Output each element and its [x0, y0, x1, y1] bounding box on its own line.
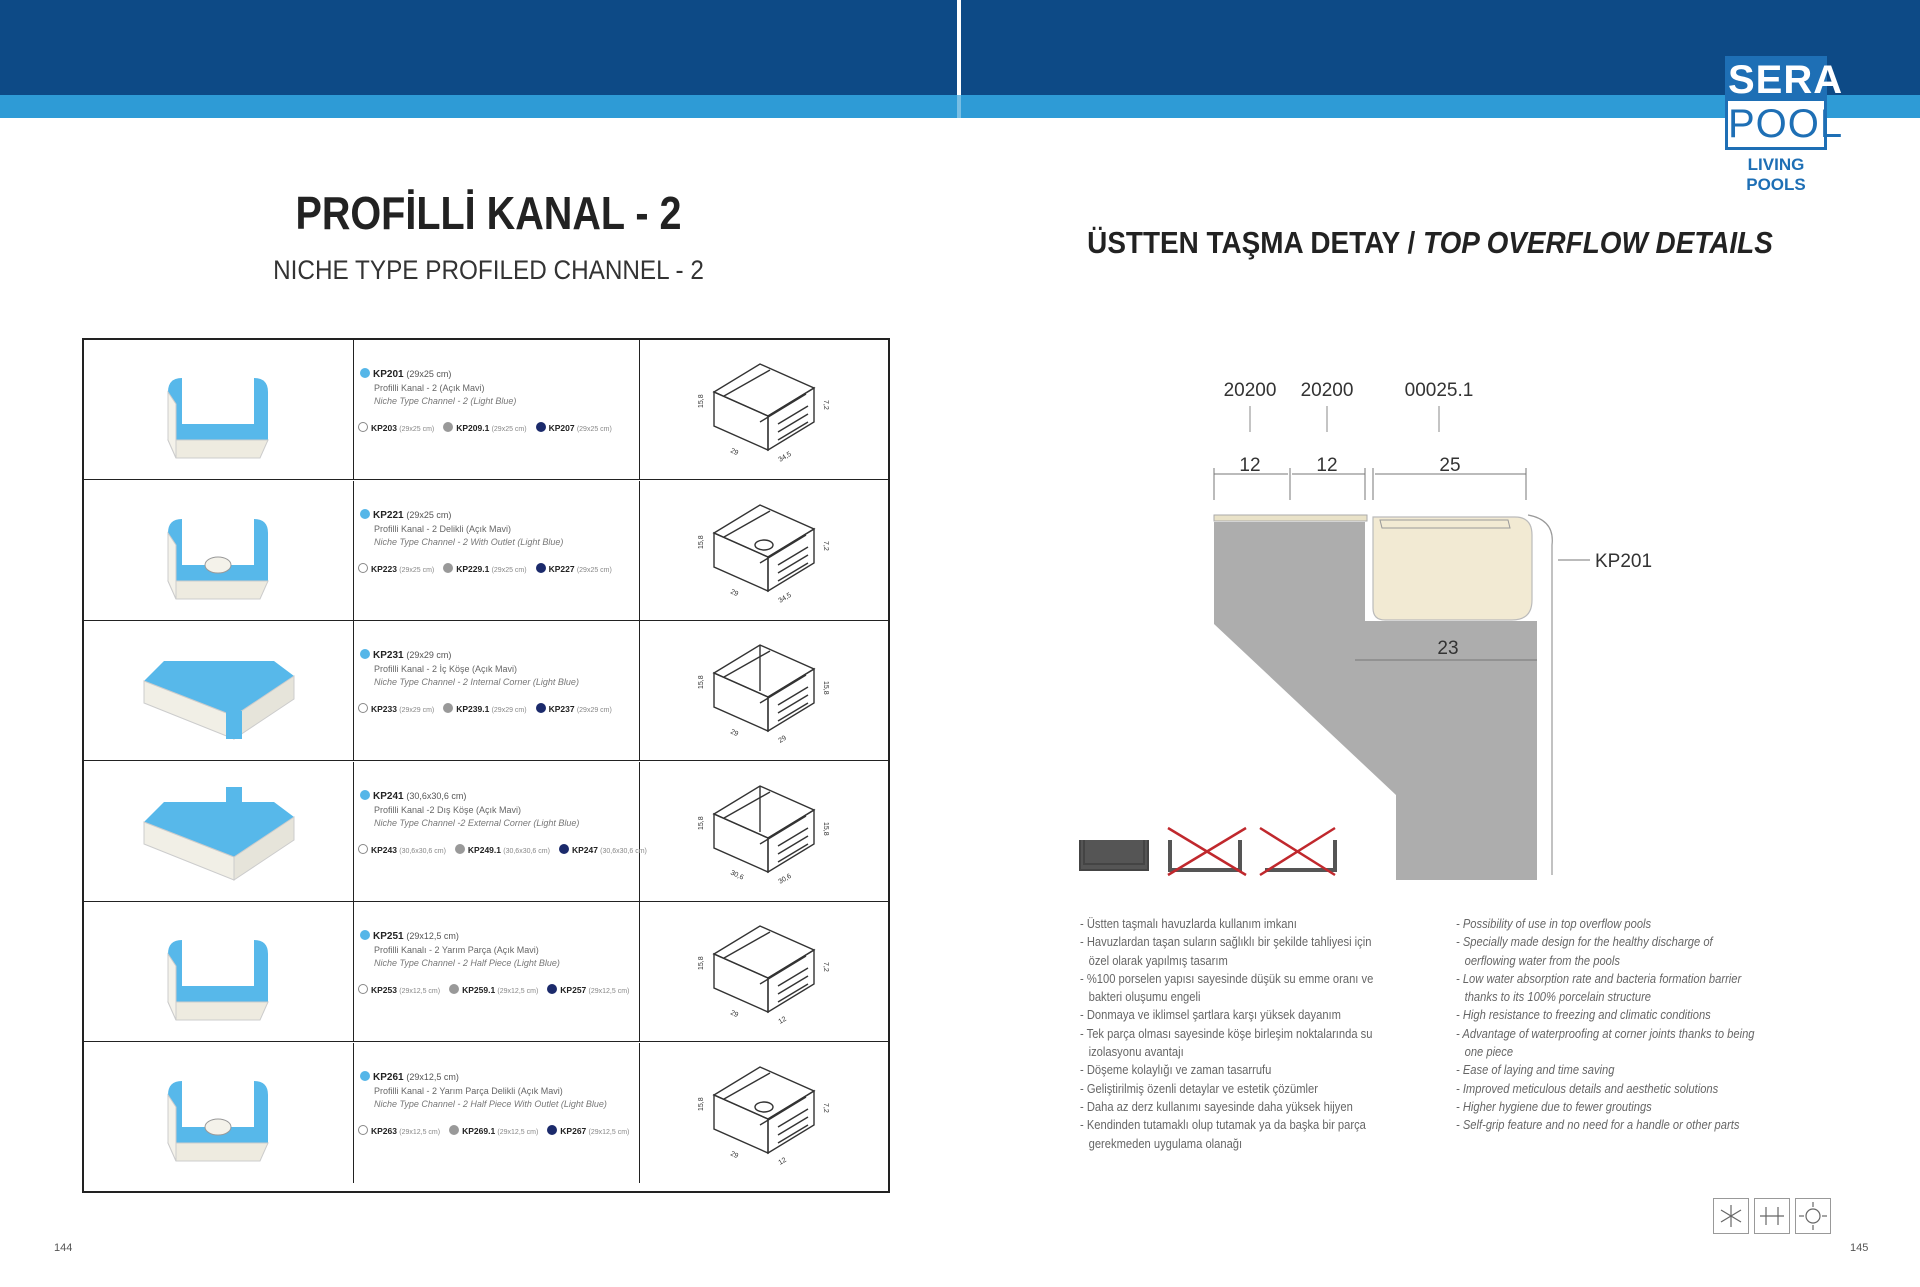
- color-swatch: [443, 563, 453, 573]
- svg-text:29: 29: [729, 1009, 740, 1020]
- header-band-left: [0, 0, 957, 95]
- color-swatch: [358, 422, 368, 432]
- color-swatch: [536, 703, 546, 713]
- svg-text:29: 29: [777, 734, 788, 745]
- product-name-en: Niche Type Channel - 2 With Outlet (Light Blue): [374, 536, 564, 547]
- product-row: [84, 621, 888, 761]
- feature-line: - Advantage of waterproofing at corner joints thanks to being: [1456, 1025, 1755, 1041]
- variant-KP263: KP263 (29x12,5 cm): [358, 1127, 440, 1136]
- feature-line: - Kendinden tutamaklı olup tutamak ya da başka bir parça: [1080, 1117, 1366, 1133]
- overflow-title-en: TOP OVERFLOW DETAILS: [1423, 225, 1773, 260]
- svg-text:15,8: 15,8: [698, 1096, 705, 1111]
- product-info: [354, 1043, 640, 1183]
- product-row: [84, 902, 888, 1042]
- svg-text:7,2: 7,2: [822, 540, 829, 551]
- color-swatch: [449, 1125, 459, 1135]
- kp201-label: KP201: [1595, 551, 1653, 572]
- product-info: [354, 902, 640, 1041]
- dim-12-b: 12: [1316, 455, 1338, 476]
- variant-KP237: KP237 (29x29 cm): [536, 705, 612, 714]
- variant-KP227: KP227 (29x25 cm): [536, 565, 612, 574]
- feature-line: - %100 porselen yapısı sayesinde düşük su emme oranı ve: [1080, 970, 1374, 986]
- variant-KP249.1: KP249.1 (30,6x30,6 cm): [455, 846, 550, 855]
- page-subtitle: NICHE TYPE PROFILED CHANNEL - 2: [273, 255, 704, 285]
- variant-KP269.1: KP269.1 (29x12,5 cm): [449, 1127, 538, 1136]
- feature-line: bakteri oluşumu engeli: [1088, 989, 1201, 1005]
- product-name-en: Niche Type Channel -2 External Corner (Light Blue): [374, 817, 580, 828]
- color-swatch: [360, 930, 370, 940]
- feature-line: - Possibility of use in top overflow pools: [1456, 916, 1652, 931]
- product-code: [360, 1071, 459, 1083]
- feature-line: oerflowing water from the pools: [1464, 952, 1620, 968]
- product-row: [84, 481, 888, 621]
- variant-KP223: KP223 (29x25 cm): [358, 565, 434, 574]
- product-name-en: Niche Type Channel - 2 Internal Corner (Light Blue): [374, 677, 579, 687]
- product-code: [360, 509, 451, 521]
- feature-line: - Higher hygiene due to fewer groutings: [1456, 1098, 1652, 1114]
- dim-25: 25: [1439, 455, 1461, 476]
- color-swatch: [358, 1125, 368, 1135]
- svg-text:15,8: 15,8: [698, 394, 705, 408]
- product-photo: [84, 621, 354, 760]
- variant-KP247: KP247 (30,6x30,6 cm): [559, 846, 647, 855]
- product-row: [84, 1043, 888, 1183]
- variant-KP257: KP257 (29x12,5 cm): [547, 986, 629, 995]
- logo-pool: POOL: [1728, 102, 1844, 146]
- color-swatch: [443, 703, 453, 713]
- svg-text:15,8: 15,8: [822, 821, 829, 836]
- color-swatch: [360, 790, 370, 800]
- variant-KP243: KP243 (30,6x30,6 cm): [358, 846, 446, 855]
- svg-text:30,6: 30,6: [777, 872, 793, 886]
- feature-line: - Daha az derz kullanımı sayesinde daha yüksek hijyen: [1080, 1098, 1353, 1114]
- product-code-text: KP221: [373, 509, 404, 521]
- color-swatch: [536, 563, 546, 573]
- features-tr: [1080, 915, 1398, 1153]
- product-code-text: KP241: [373, 790, 404, 802]
- product-variants: [358, 563, 621, 574]
- color-swatch: [559, 844, 569, 854]
- svg-text:7,2: 7,2: [822, 962, 829, 972]
- color-swatch: [536, 422, 546, 432]
- feature-line: - Döşeme kolaylığı ve zaman tasarrufu: [1080, 1062, 1272, 1078]
- product-name-tr: Profilli Kanal - 2 İç Köşe (Açık Mavi): [374, 664, 518, 674]
- svg-text:29: 29: [729, 1149, 740, 1160]
- dim-12-a: 12: [1239, 455, 1261, 476]
- technical-drawing: [640, 621, 888, 760]
- svg-text:30,6: 30,6: [729, 868, 745, 882]
- feature-line: özel olarak yapılmış tasarım: [1088, 952, 1228, 968]
- color-swatch: [547, 984, 557, 994]
- feature-line: - Self-grip feature and no need for a handle or other parts: [1456, 1117, 1740, 1133]
- overflow-diagram: [1050, 370, 1653, 900]
- product-name-tr: Profilli Kanal -2 Dış Köşe (Açık Mavi): [374, 804, 522, 815]
- product-code-text: KP251: [373, 931, 404, 942]
- product-photo: [84, 762, 354, 901]
- code-2: 20200: [1300, 380, 1354, 401]
- product-variants: [358, 844, 656, 855]
- svg-text:15,8: 15,8: [822, 681, 829, 695]
- logo-tagline: LIVING POOLS: [1746, 155, 1806, 194]
- product-variants: [358, 422, 621, 433]
- frost-resistant-icon: [1713, 1198, 1749, 1234]
- feature-line: - Low water absorption rate and bacteria formation barrier: [1456, 970, 1742, 986]
- color-swatch: [449, 984, 459, 994]
- feature-line: one piece: [1464, 1044, 1514, 1060]
- svg-text:15,8: 15,8: [698, 815, 705, 830]
- product-code: [360, 790, 466, 802]
- product-name-en: Niche Type Channel - 2 (Light Blue): [374, 396, 517, 406]
- color-swatch: [547, 1125, 557, 1135]
- property-icons: [1713, 1198, 1833, 1235]
- svg-text:15,8: 15,8: [698, 675, 705, 689]
- color-swatch: [358, 844, 368, 854]
- product-variants: [358, 703, 621, 714]
- svg-text:7,2: 7,2: [822, 400, 829, 410]
- color-swatch: [455, 844, 465, 854]
- product-photo: [84, 1043, 354, 1183]
- svg-text:29: 29: [729, 447, 740, 458]
- product-name-tr: Profilli Kanal - 2 Delikli (Açık Mavi): [374, 523, 512, 534]
- svg-text:15,8: 15,8: [698, 534, 705, 549]
- feature-line: - High resistance to freezing and climatic conditions: [1456, 1007, 1711, 1023]
- product-photo: [84, 481, 354, 620]
- page-number-left: 144: [54, 1242, 73, 1254]
- feature-line: - Ease of laying and time saving: [1456, 1062, 1615, 1078]
- feature-line: - Specially made design for the healthy discharge of: [1456, 934, 1713, 950]
- variant-KP209.1: KP209.1 (29x25 cm): [443, 424, 526, 433]
- svg-text:15,8: 15,8: [698, 956, 705, 970]
- product-info: [354, 340, 640, 479]
- page-gutter: [957, 0, 961, 118]
- variant-KP239.1: KP239.1 (29x29 cm): [443, 705, 526, 714]
- feature-line: - Tek parça olması sayesinde köşe birleşim noktalarında su: [1080, 1025, 1373, 1041]
- color-swatch: [360, 509, 370, 519]
- page-title: PROFİLLİ KANAL - 2: [295, 187, 682, 239]
- variant-KP203: KP203 (29x25 cm): [358, 424, 434, 433]
- product-row: [84, 762, 888, 902]
- color-swatch: [358, 563, 368, 573]
- variant-KP207: KP207 (29x25 cm): [536, 424, 612, 433]
- svg-text:12: 12: [777, 1156, 788, 1167]
- color-swatch: [360, 368, 370, 378]
- product-info: [354, 762, 647, 901]
- product-info: [354, 481, 640, 620]
- product-info: [354, 621, 640, 760]
- color-swatch: [358, 703, 368, 713]
- technical-drawing: [640, 902, 888, 1041]
- page-number-right: 145: [1850, 1242, 1869, 1254]
- feature-line: gerekmeden uygulama olanağı: [1088, 1135, 1243, 1151]
- color-swatch: [360, 649, 370, 659]
- product-code-text: KP261: [373, 1071, 404, 1083]
- feature-line: izolasyonu avantajı: [1088, 1044, 1184, 1060]
- feature-line: - Improved meticulous details and aesthetic solutions: [1456, 1080, 1719, 1096]
- product-name-en: Niche Type Channel - 2 Half Piece (Light Blue): [374, 958, 560, 968]
- product-code: [360, 368, 451, 380]
- feature-line: thanks to its 100% porcelain structure: [1464, 989, 1652, 1005]
- product-photo: [84, 902, 354, 1041]
- product-size: (29x12,5 cm): [406, 931, 459, 941]
- svg-text:34,5: 34,5: [777, 591, 793, 605]
- product-size: (29x25 cm): [406, 369, 452, 379]
- variant-KP267: KP267 (29x12,5 cm): [547, 1127, 629, 1136]
- product-variants: [358, 984, 638, 995]
- feature-line: - Üstten taşmalı havuzlarda kullanım imkanı: [1080, 916, 1297, 931]
- logo-sera: SERA: [1728, 58, 1844, 102]
- product-size: (29x25 cm): [406, 509, 452, 520]
- overflow-title: [1070, 225, 1790, 261]
- feature-line: - Geliştirilmiş özenli detaylar ve estetik çözümler: [1080, 1080, 1318, 1096]
- product-photo: [84, 340, 354, 479]
- technical-drawing: [640, 762, 888, 901]
- product-row: [84, 340, 888, 480]
- variant-KP253: KP253 (29x12,5 cm): [358, 986, 440, 995]
- product-table: [82, 338, 890, 1193]
- product-code: [360, 649, 451, 661]
- product-size: (29x12,5 cm): [406, 1071, 459, 1082]
- product-name-tr: Profilli Kanalı - 2 Yarım Parça (Açık Mavi): [374, 945, 539, 955]
- product-code: [360, 930, 459, 942]
- technical-drawing: [640, 1043, 888, 1183]
- svg-text:12: 12: [777, 1015, 788, 1026]
- feature-line: - Havuzlardan taşan suların sağlıklı bir şekilde tahliyesi için: [1080, 934, 1372, 950]
- feature-line: - Donmaya ve iklimsel şartlara karşı yüksek dayanım: [1080, 1007, 1341, 1023]
- product-code-text: KP231: [373, 650, 404, 661]
- product-code-text: KP201: [373, 369, 404, 380]
- product-size: (29x29 cm): [406, 650, 452, 660]
- title-separator: /: [1399, 225, 1424, 260]
- product-size: (30,6x30,6 cm): [406, 790, 467, 801]
- product-name-tr: Profilli Kanal - 2 Yarım Parça Delikli (Açık Mavi): [374, 1085, 563, 1096]
- variant-KP259.1: KP259.1 (29x12,5 cm): [449, 986, 538, 995]
- product-name-tr: Profilli Kanal - 2 (Açık Mavi): [374, 383, 485, 393]
- technical-drawing: [640, 481, 888, 620]
- color-swatch: [443, 422, 453, 432]
- variant-KP229.1: KP229.1 (29x25 cm): [443, 565, 526, 574]
- product-variants: [358, 1125, 638, 1136]
- serapool-logo: [1725, 56, 1844, 194]
- svg-text:7,2: 7,2: [822, 1102, 829, 1113]
- svg-text:34,5: 34,5: [777, 450, 793, 464]
- color-swatch: [358, 984, 368, 994]
- product-name-en: Niche Type Channel - 2 Half Piece With Outlet (Light Blue): [374, 1098, 607, 1109]
- code-3: 00025.1: [1404, 380, 1474, 401]
- variant-KP233: KP233 (29x29 cm): [358, 705, 434, 714]
- dim-23: 23: [1437, 638, 1459, 659]
- svg-text:29: 29: [729, 728, 740, 739]
- code-1: 20200: [1223, 380, 1277, 401]
- color-swatch: [360, 1071, 370, 1081]
- features-en: [1456, 915, 1774, 1135]
- sun-resistant-icon: [1795, 1198, 1831, 1234]
- svg-text:29: 29: [729, 587, 740, 598]
- overflow-title-tr: ÜSTTEN TAŞMA DETAY: [1087, 225, 1400, 260]
- non-slip-icon: [1754, 1198, 1790, 1234]
- technical-drawing: [640, 340, 888, 479]
